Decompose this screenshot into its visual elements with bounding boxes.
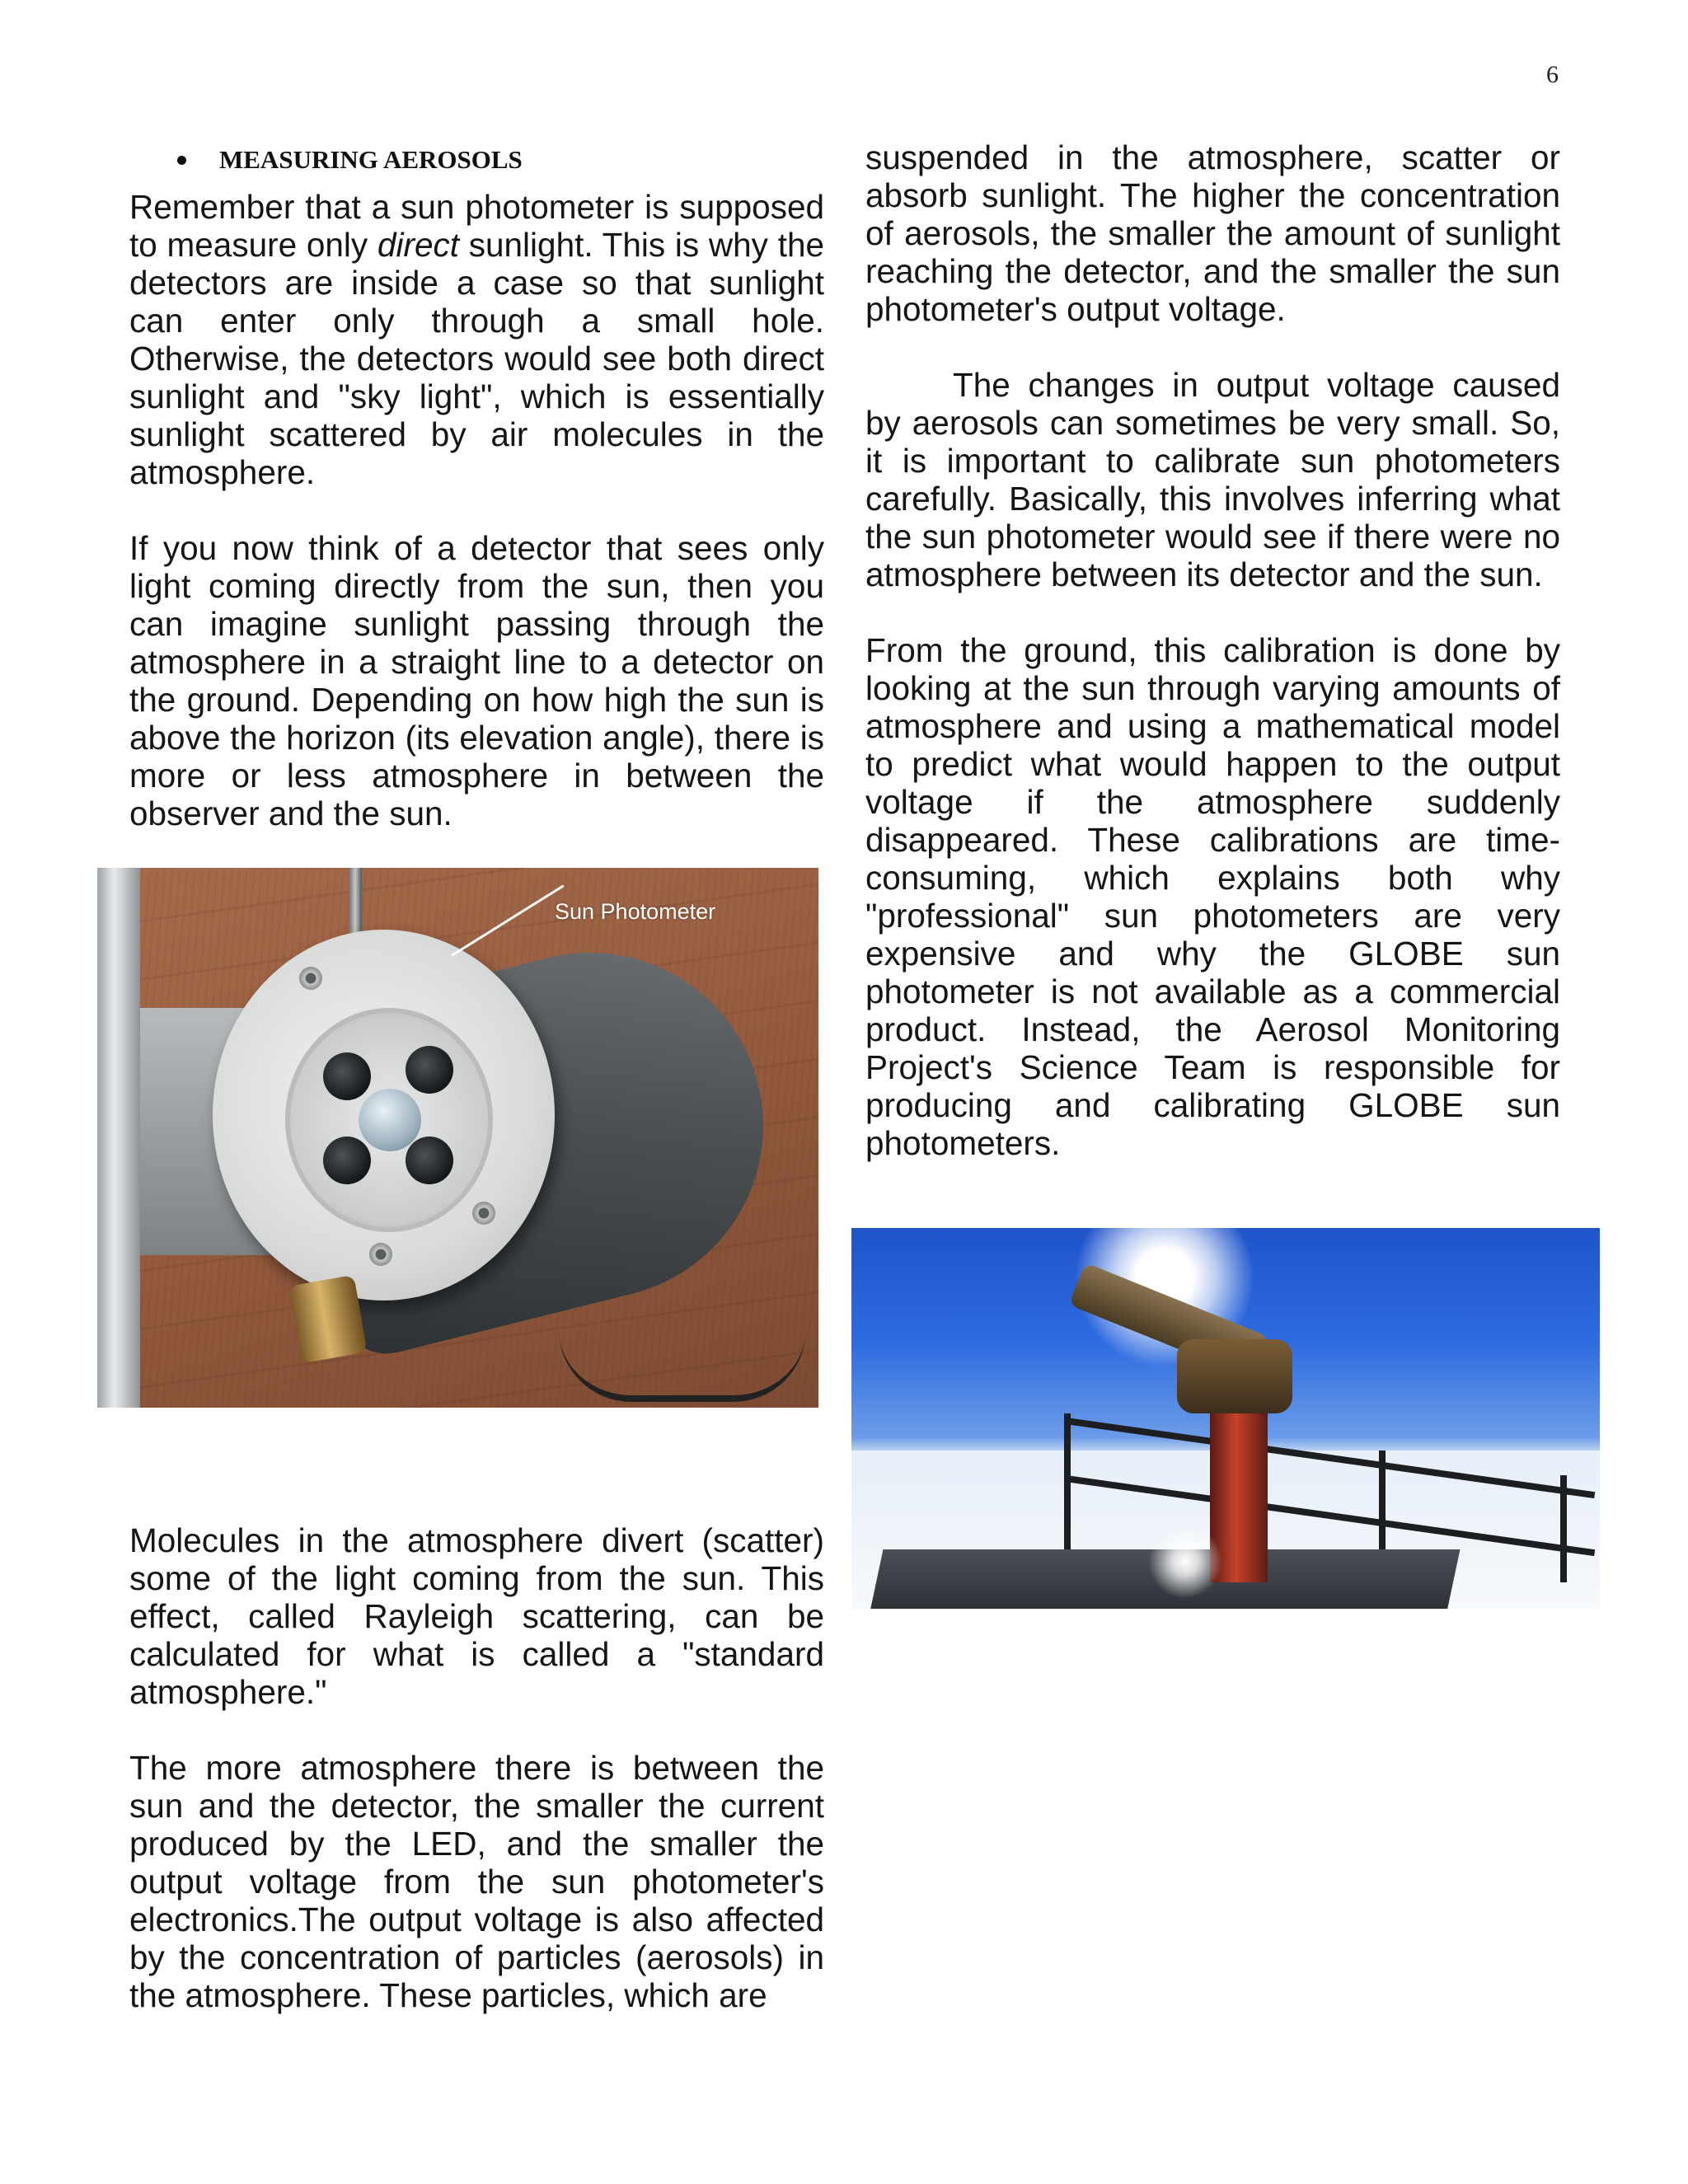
paragraph-detector-path: If you now think of a detector that sees only light coming directly from the sun, then you can imagine sunlight passing through the atmosphere in a straight line to a detector on the ground. Depending on how high the sun is above the horizon (its elevation angle), there is more or less atmosphere in between the observer and the sun.: [129, 529, 824, 832]
photometer-aperture-ring: [285, 1008, 493, 1232]
screw-icon: [472, 1202, 495, 1225]
page-number: 6: [1546, 61, 1559, 88]
mount-pole: [97, 868, 140, 1408]
emphasis-direct: direct: [377, 226, 459, 264]
screw-icon: [299, 967, 322, 990]
callout-line: [451, 884, 564, 956]
section-heading: [177, 145, 523, 175]
screw-icon: [369, 1243, 392, 1266]
detector-hole: [323, 1052, 371, 1100]
railing-post: [1064, 1413, 1071, 1570]
lens-flare: [1148, 1525, 1222, 1599]
photometer-face-plate: [213, 930, 555, 1301]
antarctic-sun-photometer-photo: [851, 1228, 1600, 1609]
paragraph-direct-sunlight-end: sunlight. This is why the detectors are inside a case so that sunlight can enter only through a small hole. Otherwise, the detectors would see both direct sunlight and "sky light", which is essentially sunlight scattered by air molecules in the atmosphere.: [129, 226, 824, 491]
right-column: [865, 138, 1560, 1162]
paragraph-calibration-method: From the ground, this calibration is done by looking at the sun through varying amounts of atmosphere and using a mathematical model to predict what would happen to the output voltage if the atmosphere suddenly disappeared. These calibrations are time-consuming, which explains both why "professional" sun photometers are very expensive and why the GLOBE sun photometer is not available as a commercial product. Instead, the Aerosol Monitoring Project's Science Team is responsible for producing and calibrating GLOBE sun photometers.: [865, 631, 1560, 1162]
left-column-bottom: [129, 1521, 824, 2014]
railing-post: [1560, 1475, 1567, 1582]
sun-photometer-photo: [97, 868, 818, 1408]
photometer-lens: [359, 1089, 421, 1151]
paragraph-rayleigh: Molecules in the atmosphere divert (scatter) some of the light coming from the sun. This effect, called Rayleigh scattering, can be calculated for what is called a "standard atmosphere.": [129, 1521, 824, 1711]
brass-connector: [288, 1275, 367, 1363]
photometer-cable: [559, 1329, 806, 1402]
instrument-head: [1177, 1339, 1292, 1413]
paragraph-output-voltage: The more atmosphere there is between the sun and the detector, the smaller the current produced by the LED, and the smaller the output voltage from the sun photometer's electronics.The output voltage is also affected by the concentration of particles (aerosols) in the atmosphere. These particles, which are: [129, 1749, 824, 2014]
paragraph-direct-sunlight: [129, 188, 824, 491]
section-heading-text: MEASURING AEROSOLS: [219, 145, 523, 174]
bullet-icon: [177, 156, 186, 165]
paragraph-aerosol-scatter: suspended in the atmosphere, scatter or absorb sunlight. The higher the concentration of aerosols, the smaller the amount of sunlight reaching the detector, and the smaller the sun photometer's output voltage.: [865, 138, 1560, 328]
photo-callout-label: Sun Photometer: [555, 899, 716, 924]
detector-hole: [323, 1137, 371, 1184]
paragraph-direct-sunlight-start: Remember that a sun photometer is supposed to measure only: [129, 188, 824, 264]
left-column-top: [129, 188, 824, 832]
paragraph-calibrate: The changes in output voltage caused by aerosols can sometimes be very small. So, it is important to calibrate sun photometers carefully. Basically, this involves inferring what the sun photometer would see if there were no atmosphere between its detector and the sun.: [865, 366, 1560, 593]
detector-hole: [406, 1137, 453, 1184]
detector-hole: [406, 1046, 453, 1094]
